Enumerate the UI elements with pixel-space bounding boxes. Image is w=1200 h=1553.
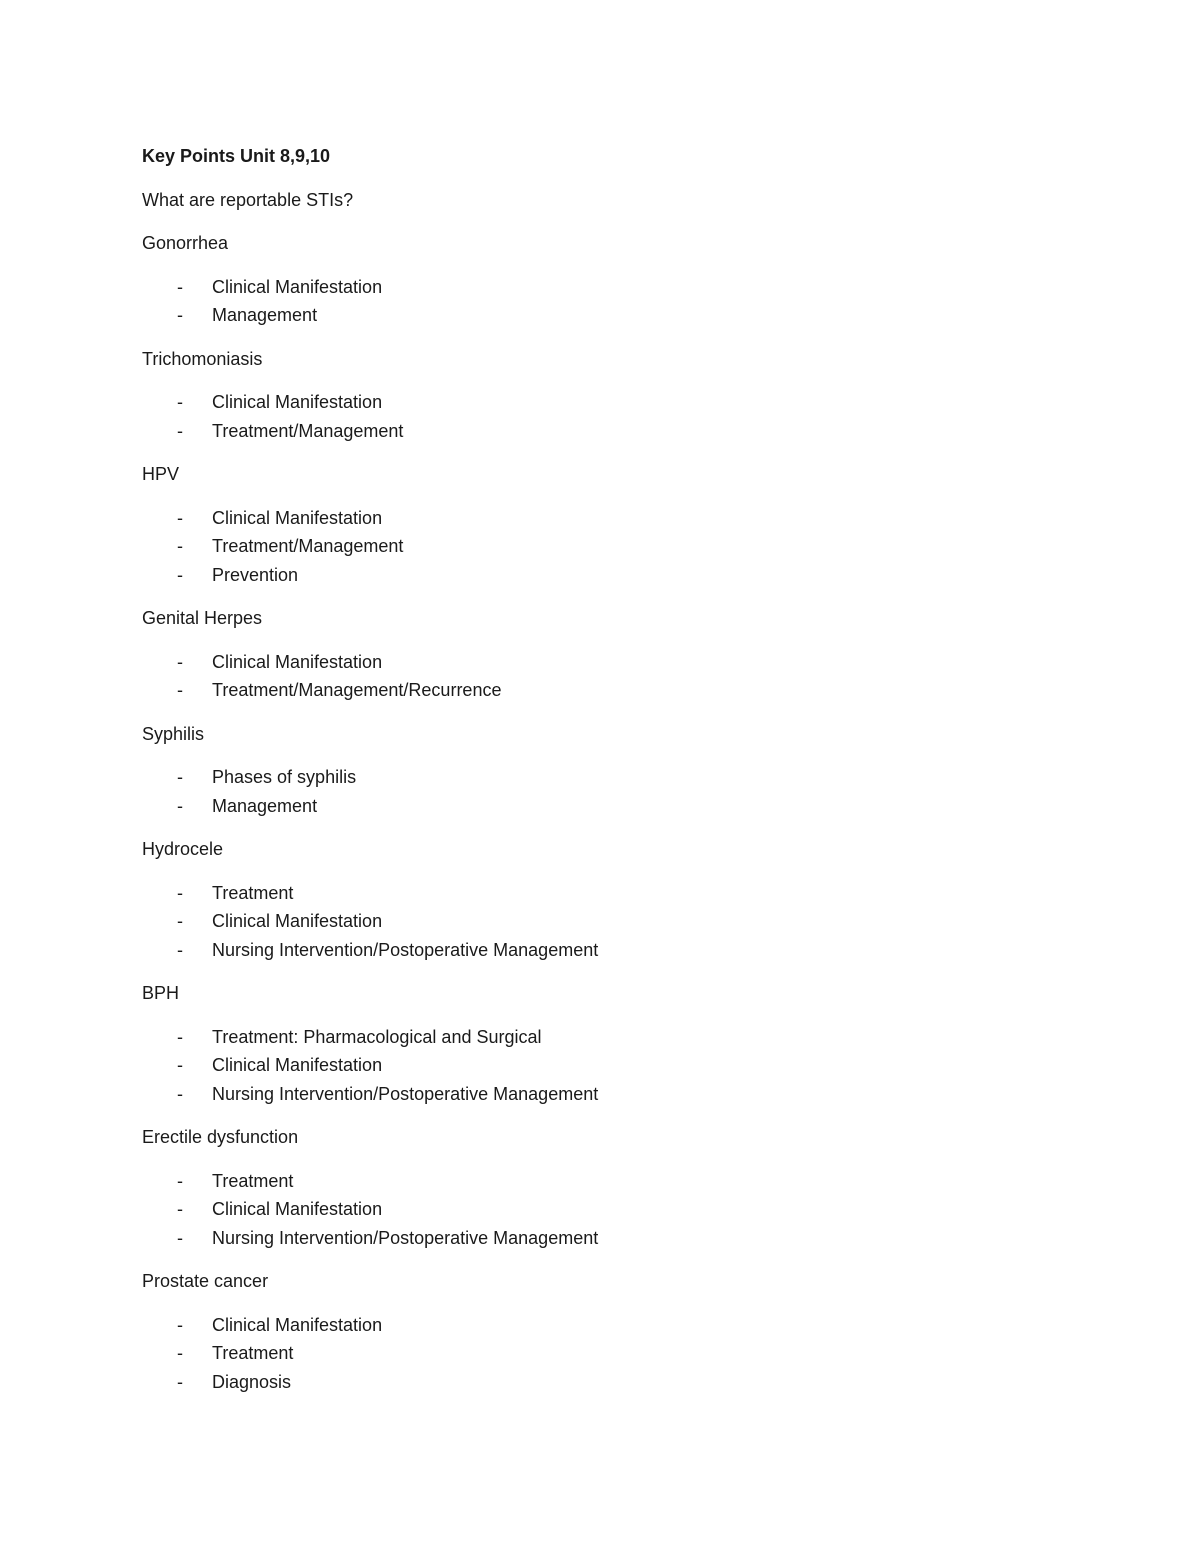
- section: [142, 460, 1042, 589]
- list-item-text: Diagnosis: [212, 1371, 292, 1392]
- section-heading: Trichomoniasis: [142, 348, 263, 369]
- bullet-dash: -: [177, 1055, 183, 1075]
- section: [142, 720, 1042, 821]
- list-item-text: Clinical Manifestation: [212, 1314, 383, 1335]
- bullet-dash: -: [177, 680, 183, 700]
- section-heading: Syphilis: [142, 723, 205, 744]
- bullet-dash: -: [177, 1343, 183, 1363]
- section-heading: BPH: [142, 983, 180, 1003]
- list-item-text: Management: [212, 795, 318, 816]
- list-item: [142, 1224, 1042, 1253]
- section: [142, 604, 1042, 705]
- document-body: [142, 142, 1042, 1411]
- list-item: [142, 676, 1042, 705]
- section: [142, 835, 1042, 964]
- bullet-dash: -: [177, 939, 183, 960]
- bullet-dash: -: [177, 420, 183, 441]
- bullet-dash: -: [177, 1199, 183, 1219]
- bullet-dash: -: [177, 1026, 183, 1047]
- list-item-text: Treatment/Management/Recurrence: [212, 680, 502, 700]
- section: [142, 229, 1042, 330]
- list-item: [142, 763, 1042, 792]
- list-item-text: Treatment: Pharmacological and Surgical: [212, 1026, 542, 1047]
- list-item-text: Treatment: [212, 882, 294, 903]
- list-item-text: Clinical Manifestation: [212, 392, 383, 412]
- bullet-dash: -: [177, 1227, 183, 1248]
- bullet-dash: -: [177, 1083, 183, 1104]
- section-heading: Genital Herpes: [142, 608, 263, 628]
- list-item: [142, 1051, 1042, 1080]
- list-item: [142, 648, 1042, 677]
- list-item-text: Treatment: [212, 1170, 294, 1191]
- list-item: [142, 1311, 1042, 1340]
- document-question: What are reportable STIs?: [142, 189, 354, 210]
- list-item-text: Clinical Manifestation: [212, 1055, 383, 1075]
- list-item: [142, 1339, 1042, 1368]
- section-heading: HPV: [142, 464, 180, 484]
- bullet-dash: -: [177, 767, 183, 787]
- list-item: [142, 1023, 1042, 1052]
- bullet-dash: -: [177, 1314, 183, 1335]
- list-item: [142, 936, 1042, 965]
- bullet-dash: -: [177, 507, 183, 528]
- list-item: [142, 1167, 1042, 1196]
- bullet-dash: -: [177, 276, 183, 297]
- list-item: [142, 907, 1042, 936]
- bullet-list: [142, 273, 1042, 330]
- list-item-text: Prevention: [212, 564, 299, 585]
- list-item-text: Clinical Manifestation: [212, 507, 383, 528]
- list-item-text: Nursing Intervention/Postoperative Management: [212, 939, 599, 960]
- bullet-dash: -: [177, 795, 183, 816]
- list-item-text: Phases of syphilis: [212, 767, 357, 787]
- list-item-text: Management: [212, 305, 318, 325]
- bullet-list: [142, 388, 1042, 445]
- list-item: [142, 532, 1042, 561]
- document-title: Key Points Unit 8,9,10: [142, 146, 331, 166]
- list-item: [142, 1080, 1042, 1109]
- section-heading: Gonorrhea: [142, 233, 229, 253]
- bullet-dash: -: [177, 882, 183, 903]
- list-item-text: Nursing Intervention/Postoperative Management: [212, 1083, 599, 1104]
- section: [142, 1123, 1042, 1252]
- list-item: [142, 504, 1042, 533]
- section-heading: Prostate cancer: [142, 1271, 269, 1291]
- list-item-text: Treatment/Management: [212, 420, 404, 441]
- list-item: [142, 273, 1042, 302]
- list-item: [142, 1195, 1042, 1224]
- list-item-text: Clinical Manifestation: [212, 1199, 383, 1219]
- bullet-list: [142, 879, 1042, 965]
- bullet-dash: -: [177, 911, 183, 931]
- list-item-text: Treatment/Management: [212, 536, 404, 556]
- section: [142, 345, 1042, 446]
- section: [142, 979, 1042, 1108]
- list-item: [142, 561, 1042, 590]
- section: [142, 1267, 1042, 1396]
- bullet-list: [142, 1023, 1042, 1109]
- list-item: [142, 879, 1042, 908]
- list-item-text: Nursing Intervention/Postoperative Management: [212, 1227, 599, 1248]
- bullet-list: [142, 504, 1042, 590]
- list-item: [142, 301, 1042, 330]
- list-item-text: Clinical Manifestation: [212, 276, 383, 297]
- bullet-dash: -: [177, 1371, 183, 1392]
- list-item-text: Treatment: [212, 1343, 294, 1363]
- bullet-dash: -: [177, 651, 183, 672]
- bullet-dash: -: [177, 392, 183, 412]
- bullet-list: [142, 1311, 1042, 1397]
- bullet-dash: -: [177, 305, 183, 325]
- list-item-text: Clinical Manifestation: [212, 911, 383, 931]
- bullet-dash: -: [177, 1170, 183, 1191]
- bullet-list: [142, 1167, 1042, 1253]
- bullet-dash: -: [177, 564, 183, 585]
- list-item: [142, 388, 1042, 417]
- list-item: [142, 417, 1042, 446]
- bullet-dash: -: [177, 536, 183, 556]
- list-item: [142, 792, 1042, 821]
- section-heading: Erectile dysfunction: [142, 1127, 299, 1147]
- list-item: [142, 1368, 1042, 1397]
- sections-container: [142, 229, 1042, 1396]
- bullet-list: [142, 648, 1042, 705]
- section-heading: Hydrocele: [142, 839, 224, 859]
- bullet-list: [142, 763, 1042, 820]
- list-item-text: Clinical Manifestation: [212, 651, 383, 672]
